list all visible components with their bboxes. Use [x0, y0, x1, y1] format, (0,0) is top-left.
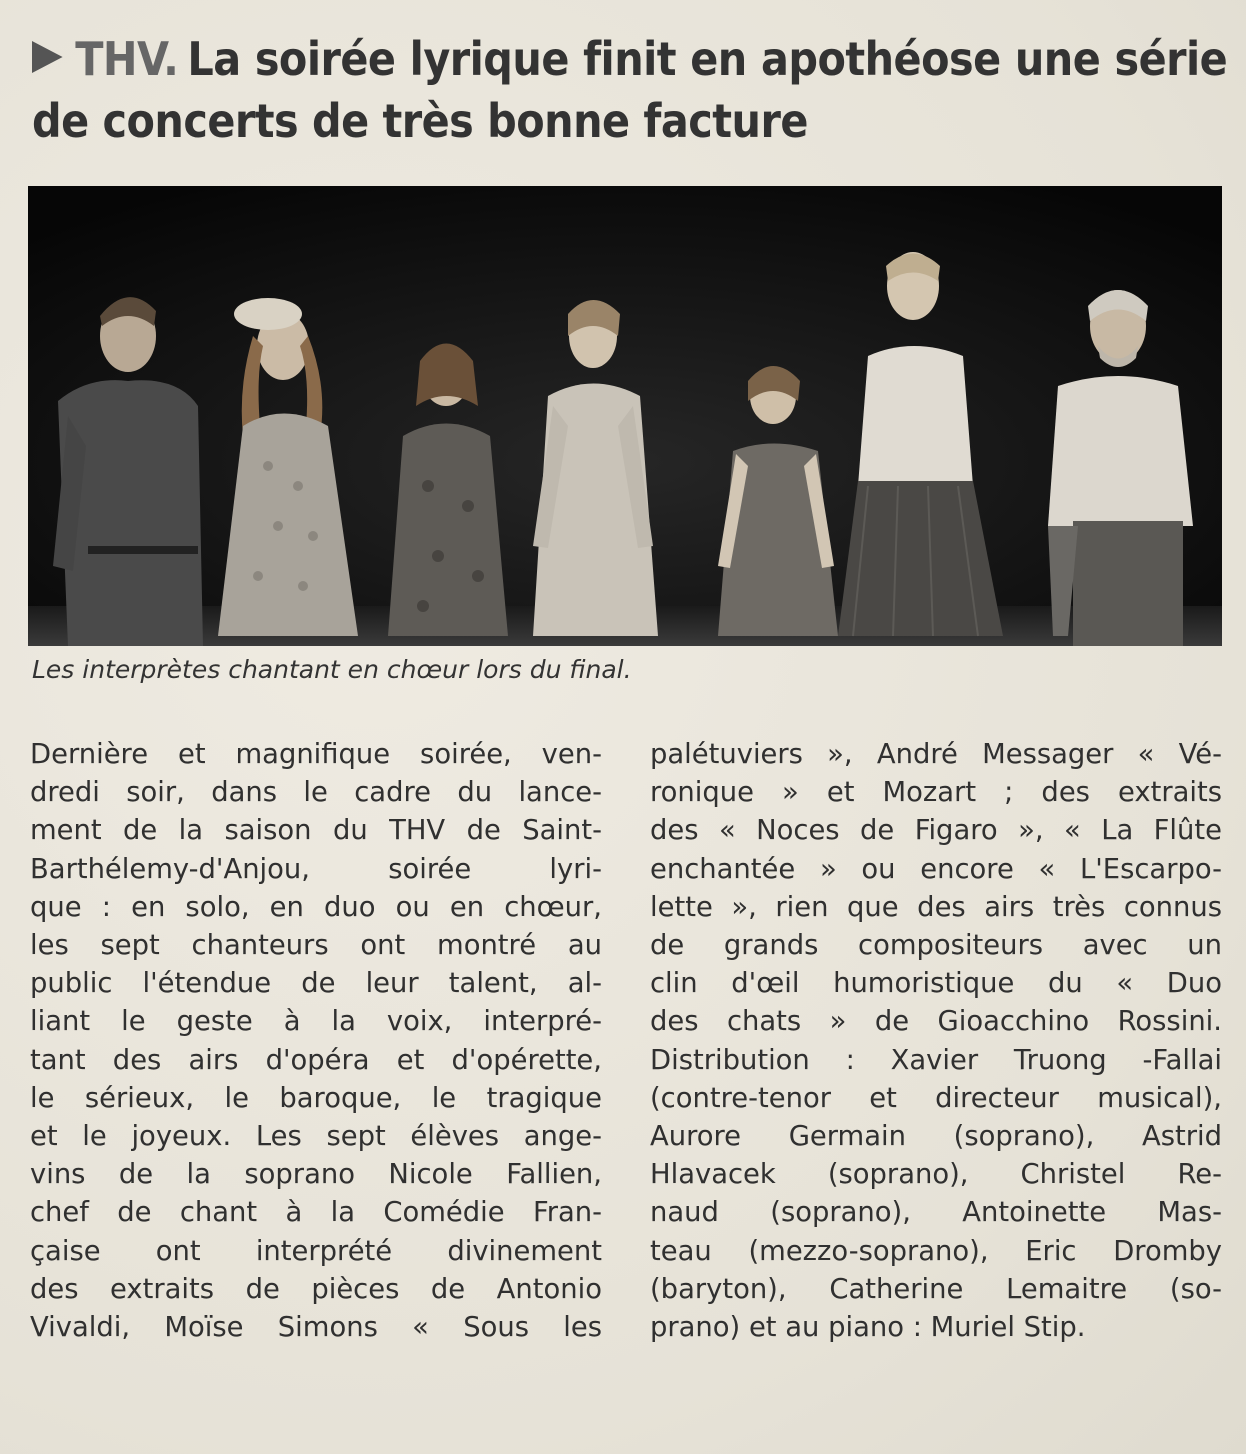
article-line: tant des airs d'opéra et d'opérette, — [30, 1044, 602, 1076]
article-line: des chats » de Gioacchino Rossini. — [650, 1006, 1222, 1038]
article-line: dredi soir, dans le cadre du lance- — [30, 777, 602, 809]
article-line: des « Noces de Figaro », « La Flûte — [650, 815, 1222, 847]
article-line: les sept chanteurs ont montré au — [30, 930, 602, 962]
article-line: Distribution : Xavier Truong -Fallai — [650, 1044, 1222, 1076]
play-arrow-icon — [32, 41, 63, 73]
performers-illustration — [28, 186, 1222, 646]
article-line: prano) et au piano : Muriel Stip. — [650, 1312, 1086, 1344]
article-line: Vivaldi, Moïse Simons « Sous les — [30, 1312, 602, 1344]
article-line: liant le geste à la voix, interpré- — [30, 1006, 602, 1038]
photo-caption: Les interprètes chantant en chœur lors du final. — [32, 655, 632, 684]
headline-kicker: THV. — [75, 32, 179, 86]
article-line: ronique » et Mozart ; des extraits — [650, 777, 1222, 809]
article-line: ment de la saison du THV de Saint- — [30, 815, 602, 847]
article-line: lette », rien que des airs très connus — [650, 891, 1222, 923]
article-line: çaise ont interprété divinement — [30, 1235, 602, 1267]
article-line: (baryton), Catherine Lemaitre (so- — [650, 1273, 1222, 1305]
stage-photo — [28, 186, 1222, 646]
headline-title: La soirée lyrique finit en apothéose une série de concerts de très bonne facture — [32, 32, 1228, 148]
article-line: clin d'œil humoristique du « Duo — [650, 968, 1222, 1000]
article-line: chef de chant à la Comédie Fran- — [30, 1197, 602, 1229]
article-line: que : en solo, en duo ou en chœur, — [30, 891, 602, 923]
article-line: vins de la soprano Nicole Fallien, — [30, 1159, 602, 1191]
article-line: Hlavacek (soprano), Christel Re- — [650, 1159, 1222, 1191]
article-line: public l'étendue de leur talent, al- — [30, 968, 602, 1000]
article-line: et le joyeux. Les sept élèves ange- — [30, 1121, 602, 1153]
article-column-right — [650, 736, 1222, 1347]
article-line: Aurore Germain (soprano), Astrid — [650, 1121, 1222, 1153]
article-line: enchantée » ou encore « L'Escarpo- — [650, 853, 1222, 885]
article-line: (contre-tenor et directeur musical), — [650, 1082, 1222, 1114]
article-line: Barthélemy-d'Anjou, soirée lyri- — [30, 853, 602, 885]
article-line: teau (mezzo-soprano), Eric Dromby — [650, 1235, 1222, 1267]
article-line: des extraits de pièces de Antonio — [30, 1273, 602, 1305]
headline — [32, 28, 1227, 152]
article-line: Dernière et magnifique soirée, ven- — [30, 739, 602, 770]
article-line: palétuviers », André Messager « Vé- — [650, 739, 1222, 770]
article-column-left — [30, 736, 602, 1347]
article-line: le sérieux, le baroque, le tragique — [30, 1082, 602, 1114]
article-line: de grands compositeurs avec un — [650, 930, 1222, 962]
article-line: naud (soprano), Antoinette Mas- — [650, 1197, 1222, 1229]
